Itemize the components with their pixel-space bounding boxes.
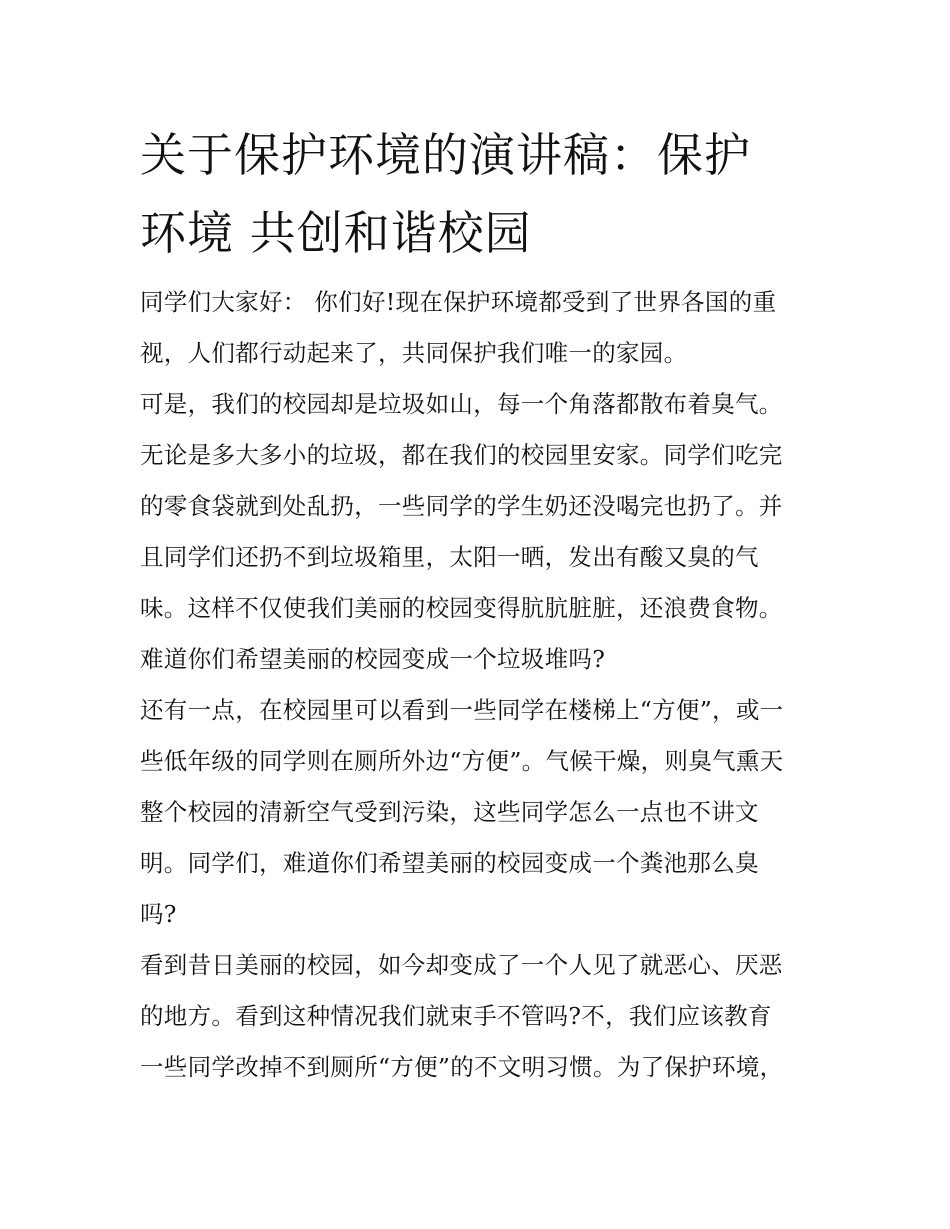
body-line: 的地方。看到这种情况我们就束手不管吗?不，我们应该教育 [140,1002,772,1030]
body-line: 味。这样不仅使我们美丽的校园变得肮肮脏脏，还浪费食物。 [140,594,783,622]
body-line: 吗? [140,900,177,928]
body-line: 一些同学改掉不到厕所“方便”的不文明习惯。为了保护环境， [140,1053,784,1081]
body-line: 视，人们都行动起来了，共同保护我们唯一的家园。 [140,339,688,367]
document-title [140,116,820,272]
body-line: 可是，我们的校园却是垃圾如山，每一个角落都散布着臭气。 [140,390,783,418]
body-line: 整个校园的清新空气受到污染，这些同学怎么一点也不讲文 [140,798,759,826]
body-line: 难道你们希望美丽的校园变成一个垃圾堆吗? [140,645,606,673]
body-line: 明。同学们，难道你们希望美丽的校园变成一个粪池那么臭 [140,849,759,877]
body-line: 的零食袋就到处乱扔，一些同学的学生奶还没喝完也扔了。并 [140,492,783,520]
document-body [140,277,820,1093]
body-line: 且同学们还扔不到垃圾箱里，太阳一晒，发出有酸又臭的气 [140,543,759,571]
body-line: 还有一点，在校园里可以看到一些同学在楼梯上“方便”，或一 [140,696,784,724]
body-line: 些低年级的同学则在厕所外边“方便”。气候干燥，则臭气熏天 [140,747,784,775]
title-line-2: 环境 共创和谐校园 [140,206,532,260]
body-line: 看到昔日美丽的校园，如今却变成了一个人见了就恶心、厌恶 [140,951,783,979]
title-line-1: 关于保护环境的演讲稿：保护 [140,128,751,182]
body-line: 同学们大家好： 你们好!现在保护环境都受到了世界各国的重 [140,288,777,316]
body-line: 无论是多大多小的垃圾，都在我们的校园里安家。同学们吃完 [140,441,783,469]
